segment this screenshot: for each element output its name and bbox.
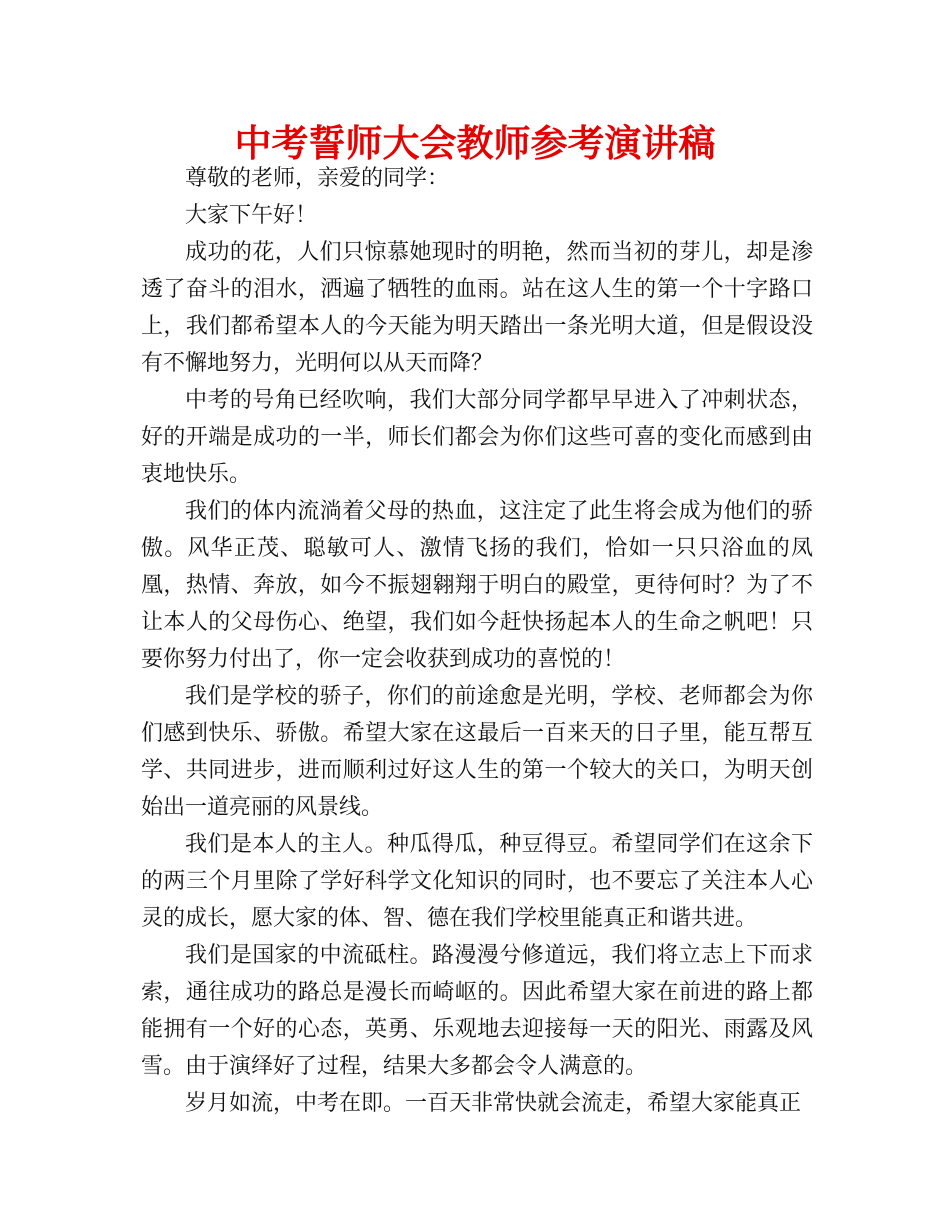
paragraph: 成功的花，人们只惊慕她现时的明艳，然而当初的芽儿，却是渗透了奋斗的泪水，洒遍了牺牲的血雨。站在这人生的第一个十字路口上，我们都希望本人的今天能为明天踏出一条光明大道，但是假设没有不懈地努力，光明何以从天而降？ [141, 240, 813, 376]
paragraph: 我们是本人的主人。种瓜得瓜，种豆得豆。希望同学们在这余下的两三个月里除了学好科学文化知识的同时，也不要忘了关注本人心灵的成长，愿大家的体、智、德在我们学校里能真正和谐共进。 [141, 832, 813, 931]
paragraph: 我们是国家的中流砥柱。路漫漫兮修道远，我们将立志上下而求索，通往成功的路总是漫长而崎岖的。因此希望大家在前进的路上都能拥有一个好的心态，英勇、乐观地去迎接每一天的阳光、雨露及风雪。由于演绎好了过程，结果大多都会令人满意的。 [141, 943, 813, 1079]
paragraph: 我们的体内流淌着父母的热血，这注定了此生将会成为他们的骄傲。风华正茂、聪敏可人、激情飞扬的我们，恰如一只只浴血的凤凰，热情、奔放，如今不振翅翱翔于明白的殿堂，更待何时？为了不让本人的父母伤心、绝望，我们如今赶快扬起本人的生命之帆吧！只要你努力付出了，你一定会收获到成功的喜悦的！ [141, 499, 813, 672]
greeting: 大家下午好！ [185, 203, 318, 228]
paragraph: 岁月如流，中考在即。一百天非常快就会流走，希望大家能真正 [185, 1091, 802, 1116]
document-body [141, 160, 813, 1122]
paragraph: 我们是学校的骄子，你们的前途愈是光明，学校、老师都会为你们感到快乐、骄傲。希望大家在这最后一百来天的日子里，能互帮互学、共同进步，进而顺利过好这人生的第一个较大的关口，为明天创始出一道亮丽的风景线。 [141, 684, 813, 820]
paragraph: 中考的号角已经吹响，我们大部分同学都早早进入了冲刺状态，好的开端是成功的一半，师长们都会为你们这些可喜的变化而感到由衷地快乐。 [141, 388, 813, 487]
salutation: 尊敬的老师，亲爱的同学： [185, 166, 450, 191]
document-title: 中考誓师大会教师参考演讲稿 [234, 122, 716, 165]
